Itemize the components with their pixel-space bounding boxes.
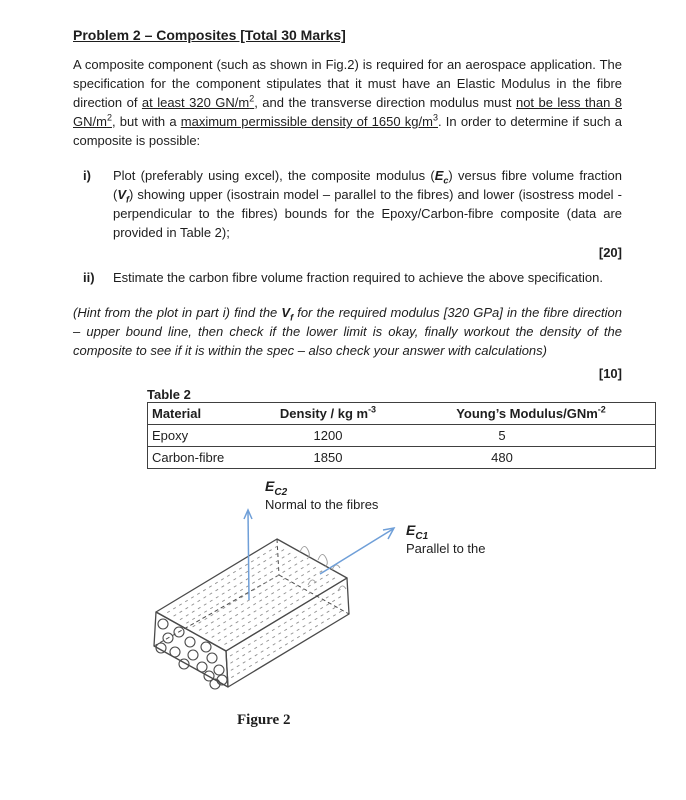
header-youngs-modulus: Young’s Modulus/GNm$^{-2}$ <box>407 403 656 425</box>
table-row <box>148 447 656 469</box>
fibre-end-circles <box>156 619 227 689</box>
item-i-text: Plot (preferably using excel), the composite modulus $(E_c)$ versus fibre volume fraction $(V_f)$ showing upper (isostrain model – parallel to the fibres) and lower (isostress model - perpendicular to the fibres) bounds for the Epoxy/Carbon-fibre composite (data are provided in Table 2); <box>113 168 622 240</box>
question-item-i <box>73 166 622 242</box>
spec-modulus-transverse: not be less than 8 $GN/m^2$ <box>73 95 622 129</box>
intro-run: A composite component (such as shown in Fig.2) is required for an aerospace application. The specification for the component stipulates that it must have an Elastic Modulus in the fibre direction of <box>73 57 622 110</box>
page-title: Problem 2 – Composites [Total 30 Marks] <box>73 27 346 43</box>
symbol-Vf: V <box>281 305 291 320</box>
table-cell: 480 <box>407 447 656 469</box>
table-cell: 5 <box>407 425 656 447</box>
table-cell: 1200 <box>249 425 407 447</box>
ec1-caption: Parallel to the <box>406 541 486 556</box>
intro-run: , but with a <box>111 114 181 129</box>
intro-run: , and the transverse direction modulus must <box>254 95 516 110</box>
composite-block-figure <box>0 478 686 728</box>
figure-caption: Figure 2 <box>237 712 291 728</box>
marks-part-ii: [10] <box>598 366 622 381</box>
symbol-Vf: V <box>117 187 127 202</box>
table-header-row <box>148 403 656 425</box>
ec1-label: $E_{C1}$ <box>406 522 429 542</box>
marks-part-i: [20] <box>598 245 622 260</box>
table-cell: Carbon-fibre <box>148 447 250 469</box>
ec1-arrow <box>320 528 394 574</box>
header-density: Density / kg $m^{-3}$ <box>249 403 407 425</box>
symbol-Ec: E <box>434 168 444 183</box>
table-cell: 1850 <box>249 447 407 469</box>
ec2-caption: Normal to the fibres <box>265 497 379 512</box>
table-caption: Table 2 <box>147 387 191 402</box>
table-cell: Epoxy <box>148 425 250 447</box>
item-ii-text: Estimate the carbon fibre volume fraction required to achieve the above specification. <box>113 270 603 285</box>
spec-modulus-fibre: at least 320 $GN/m^2$ <box>141 93 255 110</box>
spec-density: maximum permissible density of 1650 $kg/m^3$ <box>180 112 438 129</box>
materials-table <box>147 402 656 469</box>
intro-paragraph <box>73 55 622 150</box>
item-i-label: i) <box>83 168 91 183</box>
ec2-label: $E_{C2}$ <box>265 478 288 498</box>
question-item-ii <box>73 268 622 287</box>
item-ii-label: ii) <box>83 270 95 285</box>
fibre-curls <box>300 546 346 591</box>
hint-paragraph: (Hint from the plot in part i) find the $V_f$ for the required modulus [320 GPa] in the fibre direction – upper bound line, then check if the lower limit is okay, finally workout the density of the composite to see if it is within the spec – also check your answer with calculations) <box>73 305 622 358</box>
intro-run: . In order to determine if such a composite is possible: <box>73 114 622 148</box>
table-row <box>148 425 656 447</box>
fibre-dashes <box>167 545 342 677</box>
figure-2 <box>0 478 686 768</box>
composite-block-drawing <box>154 539 349 687</box>
header-material: Material <box>148 403 250 425</box>
